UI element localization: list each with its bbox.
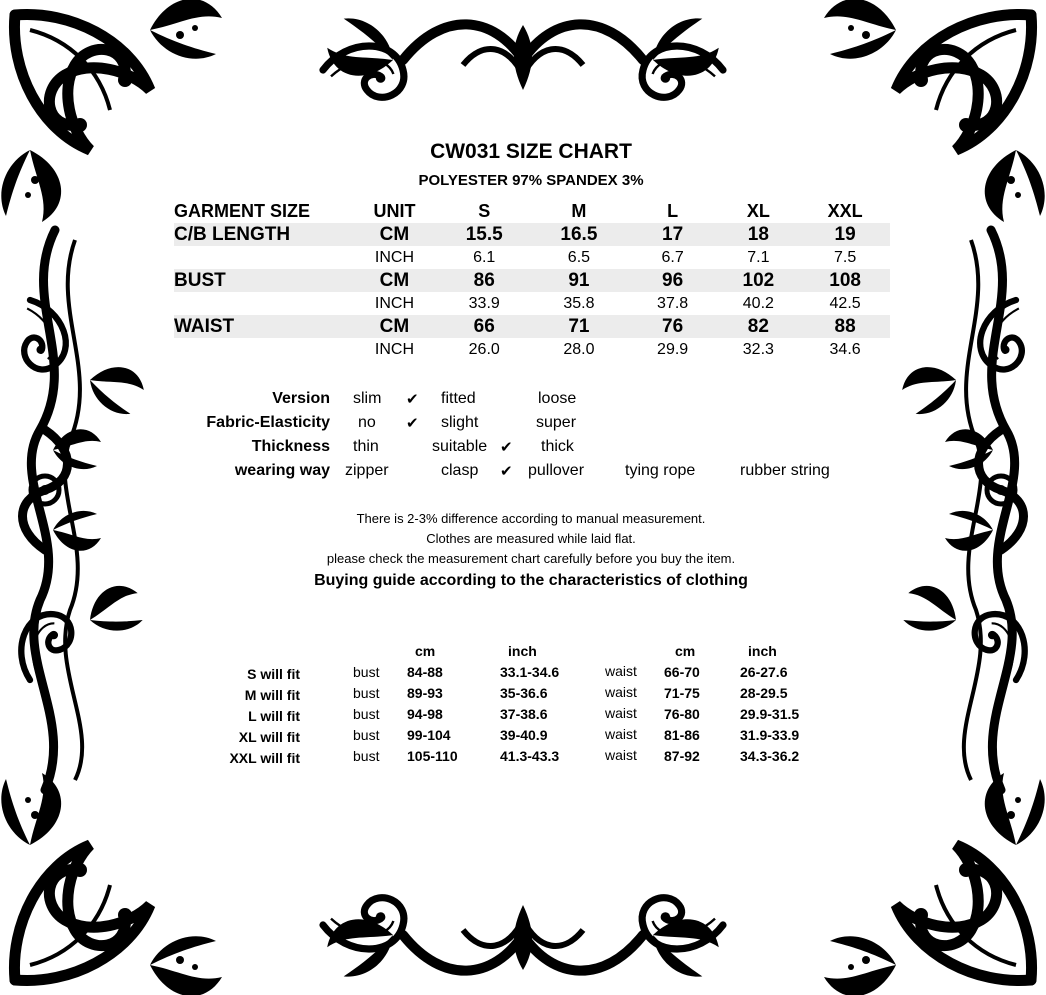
fit-value: 105-110 <box>407 748 458 764</box>
table-row <box>174 338 890 361</box>
cell-value: 96 <box>629 269 717 292</box>
attr-option: fitted <box>441 390 476 407</box>
cell-value: 19 <box>800 223 890 246</box>
cell-value: 33.9 <box>468 294 500 312</box>
attr-option: rubber string <box>740 462 830 479</box>
cell-value: 71 <box>529 315 629 338</box>
table-row <box>174 315 890 338</box>
attr-option: slight <box>441 414 479 431</box>
fit-part: waist <box>605 684 637 700</box>
fit-size-label: S will fit <box>247 666 300 682</box>
row-label <box>174 338 350 361</box>
check-icon: ✔ <box>500 463 513 480</box>
note-line: Clothes are measured while laid flat. <box>426 531 636 546</box>
row-label <box>174 246 350 269</box>
attr-option: suitable <box>432 438 488 455</box>
fit-value: 81-86 <box>664 727 700 743</box>
cell-value: 35.8 <box>563 294 595 312</box>
note-line: please check the measurement chart carefully before you buy the item. <box>326 551 736 566</box>
material-composition: POLYESTER 97% SPANDEX 3% <box>418 172 644 189</box>
check-icon: ✔ <box>500 439 513 456</box>
fit-part: waist <box>605 705 637 721</box>
cell-value: 7.5 <box>833 248 857 266</box>
row-unit: INCH <box>374 340 415 358</box>
fit-part: bust <box>353 685 380 701</box>
cell-value: 6.7 <box>661 248 684 266</box>
cell-value: 86 <box>439 269 529 292</box>
fit-value: 33.1-34.6 <box>500 664 560 680</box>
fit-value: 87-92 <box>664 748 700 764</box>
attr-label-wearing-way: wearing way <box>234 462 330 479</box>
cell-value: 18 <box>716 223 800 246</box>
row-label: C/B LENGTH <box>174 223 350 246</box>
cell-value: 76 <box>629 315 717 338</box>
attr-option: thick <box>541 438 574 455</box>
fit-part: waist <box>605 663 637 679</box>
attr-label-version: Version <box>272 390 330 407</box>
table-row <box>174 292 890 315</box>
fit-value: 35-36.6 <box>500 685 548 701</box>
header-size-m: M <box>571 201 587 221</box>
header-size-s: S <box>478 201 491 221</box>
fit-part: waist <box>605 747 637 763</box>
fit-part: bust <box>353 727 380 743</box>
attr-option: loose <box>538 390 577 407</box>
fit-value: 94-98 <box>407 706 443 722</box>
table-header-row <box>174 200 890 223</box>
cell-value: 37.8 <box>657 294 689 312</box>
row-label <box>174 292 350 315</box>
cell-value: 28.0 <box>563 340 595 358</box>
cell-value: 40.2 <box>742 294 774 312</box>
table-row <box>174 246 890 269</box>
cell-value: 7.1 <box>747 248 770 266</box>
attr-option: tying rope <box>625 462 696 479</box>
header-size-l: L <box>667 201 679 221</box>
cell-value: 91 <box>529 269 629 292</box>
fit-value: 31.9-33.9 <box>740 727 800 743</box>
unit-header: inch <box>508 643 537 659</box>
cell-value: 102 <box>716 269 800 292</box>
cell-value: 26.0 <box>468 340 500 358</box>
cell-value: 34.6 <box>829 340 861 358</box>
table-row <box>174 223 890 246</box>
cell-value: 15.5 <box>439 223 529 246</box>
cell-value: 108 <box>800 269 890 292</box>
chart-title: CW031 SIZE CHART <box>430 140 632 163</box>
size-table <box>174 200 890 361</box>
cell-value: 29.9 <box>657 340 689 358</box>
row-unit: CM <box>350 223 440 246</box>
cell-value: 6.1 <box>473 248 496 266</box>
header-unit: UNIT <box>373 201 416 221</box>
attr-option: clasp <box>441 462 479 479</box>
attr-label-thickness: Thickness <box>251 438 330 455</box>
unit-header: inch <box>748 643 777 659</box>
cell-value: 82 <box>716 315 800 338</box>
fit-part: bust <box>353 706 380 722</box>
row-label: BUST <box>174 269 350 292</box>
fit-part: bust <box>353 748 380 764</box>
attr-option: slim <box>353 390 382 407</box>
row-unit: CM <box>350 315 440 338</box>
fit-value: 37-38.6 <box>500 706 548 722</box>
fit-value: 66-70 <box>664 664 700 680</box>
fit-value: 71-75 <box>664 685 700 701</box>
table-row <box>174 269 890 292</box>
check-icon: ✔ <box>406 415 419 432</box>
attr-option: zipper <box>345 462 389 479</box>
unit-header: cm <box>675 643 696 659</box>
fit-value: 76-80 <box>664 706 700 722</box>
fit-size-label: L will fit <box>248 708 300 724</box>
fit-part: waist <box>605 726 637 742</box>
cell-value: 16.5 <box>529 223 629 246</box>
attr-option: pullover <box>528 462 585 479</box>
fit-value: 26-27.6 <box>740 664 788 680</box>
row-unit: INCH <box>374 248 415 266</box>
attr-option: no <box>358 414 376 431</box>
fit-size-label: XXL will fit <box>229 750 300 766</box>
cell-value: 42.5 <box>829 294 861 312</box>
cell-value: 17 <box>629 223 717 246</box>
fit-size-label: M will fit <box>244 687 300 703</box>
check-icon: ✔ <box>406 391 419 408</box>
row-unit: CM <box>350 269 440 292</box>
fit-value: 29.9-31.5 <box>740 706 800 722</box>
buying-guide-title: Buying guide according to the characteristics of clothing <box>314 572 748 589</box>
cell-value: 88 <box>800 315 890 338</box>
fit-value: 41.3-43.3 <box>500 748 560 764</box>
header-size-xl: XL <box>746 201 770 221</box>
fit-value: 28-29.5 <box>740 685 788 701</box>
fit-value: 84-88 <box>407 664 443 680</box>
cell-value: 32.3 <box>742 340 774 358</box>
attr-option: thin <box>353 438 379 455</box>
fit-value: 89-93 <box>407 685 443 701</box>
cell-value: 66 <box>439 315 529 338</box>
row-label: WAIST <box>174 315 350 338</box>
note-line: There is 2-3% difference according to manual measurement. <box>356 511 706 526</box>
fit-value: 99-104 <box>407 727 451 743</box>
fit-value: 34.3-36.2 <box>740 748 800 764</box>
cell-value: 6.5 <box>567 248 591 266</box>
header-size-xxl: XXL <box>827 201 863 221</box>
attr-label-elasticity: Fabric-Elasticity <box>206 414 330 431</box>
fit-part: bust <box>353 664 380 680</box>
fit-value: 39-40.9 <box>500 727 548 743</box>
fit-size-label: XL will fit <box>238 729 300 745</box>
row-unit: INCH <box>374 294 415 312</box>
header-garment-size: GARMENT SIZE <box>174 201 311 221</box>
unit-header: cm <box>415 643 436 659</box>
attr-option: super <box>536 414 577 431</box>
